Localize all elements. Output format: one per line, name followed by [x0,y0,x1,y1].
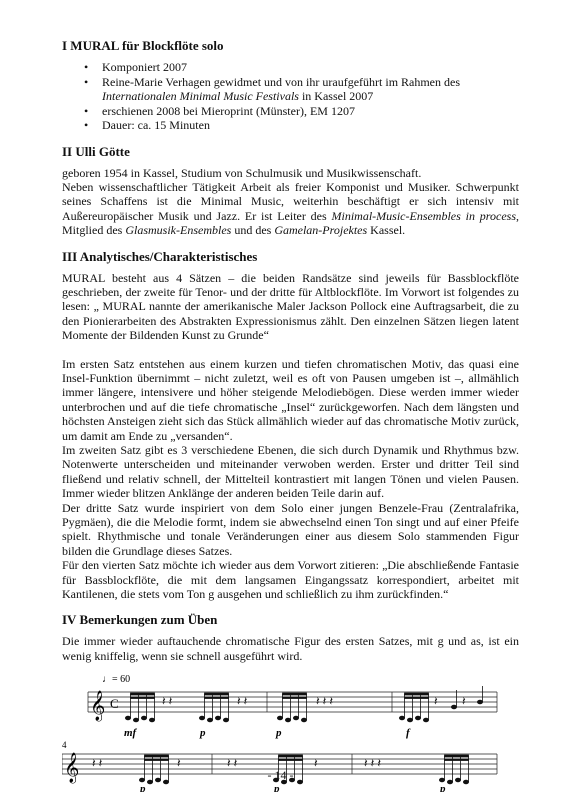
dynamic-mark: p [200,727,206,740]
dynamic-mark: p [140,783,146,793]
measure-number: 4 [62,740,67,751]
list-item: • Reine-Marie Verhagen gewidmet und von ihr uraufgeführt im Rahmen des Internationalen Minimal Music Festivals in Kassel 2007 [102,75,519,104]
svg-text:𝄽 𝄽: 𝄽 𝄽 [162,694,173,709]
section-heading: IV Bemerkungen zum Üben [62,612,218,628]
svg-text:𝄽 𝄽 𝄽: 𝄽 𝄽 𝄽 [316,694,334,709]
paragraph: MURAL besteht aus 4 Sätzen – die beiden Randsätze sind jeweils für Bassblockflöte geschrieben, der zweite für Tenor- und der dritte für Altblockflöte. Im Vorwort ist folgendes zu lesen: „ MURAL nannte der amerikanische Maler Jackson Pollock eine Auftragsarbeit, die zu den Pionierarbeiten des Abstrakten Expressionismus zählt. Den einzelnen Sätzen liegen latent Momente der Bildenden Kunst zu Grunde“ [62,270,519,343]
svg-text:𝄽: 𝄽 [314,756,318,771]
svg-text:𝄽 𝄽: 𝄽 𝄽 [237,694,248,709]
svg-text:𝄽 𝄽 𝄽: 𝄽 𝄽 𝄽 [364,756,382,771]
section-composer [62,144,519,238]
svg-text:𝄽: 𝄽 [462,694,466,709]
notes-measure-3 [399,686,482,722]
paragraph: geboren 1954 in Kassel, Studium von Schulmusik und Musikwissenschaft. [62,165,422,180]
section-practice [62,612,519,663]
svg-text:𝄽 𝄽: 𝄽 𝄽 [227,756,238,771]
section-heading: I MURAL für Blockflöte solo [62,38,224,53]
section-analysis [62,249,519,602]
paragraph: Für den vierten Satz möchte ich wieder aus dem Vorwort zitieren: „Die abschließende Fantasie für Bassblockflöte, die mit dem langsamen Eingangssatz korrespondiert, arbeitet mit Kantilenen, die stets vom Ton g ausgehen und schließlich zu ihm zurückfinden.“ [62,558,519,602]
paragraph: Die immer wieder auftauchende chromatische Figur des ersten Satzes, mit g und as, ist ein wenig kniffelig, wenn sie schnell ausgeführt wird. [62,634,519,663]
paragraph: Im ersten Satz entstehen aus einem kurzen und tiefen chromatischen Motiv, das quasi eine Insel-Funktion übernimmt – nicht zuletzt, weil es oft von Pausen umgeben ist –, allmählich immer längere, intensivere und höher steigende Melodiebögen. Diese werden immer wieder unterbrochen und auf die tiefe chromatische „Insel“ zurückgeworfen. Nach dem längsten und höchsten Ansteigen zieht sich das Stück allmählich wieder auf das chromatische Motiv zurück, um damit am Ende zu „versanden“. [62,356,519,443]
svg-text:𝄽 𝄽: 𝄽 𝄽 [92,756,103,771]
list-item: • Dauer: ca. 15 Minuten [102,118,519,133]
paragraph: Im zweiten Satz gibt es 3 verschiedene Ebenen, die sich durch Dynamik und Rhythmus bzw. Notenwerte unterscheiden und miteinander verwoben werden. Erster und dritter Teil sind fließend und relativ schnell, der Mittelteil kontrastiert mit langen Tönen und vielen Pausen. Immer wieder blitzen Anklänge der anderen beiden Teile darin auf. [62,443,519,501]
dynamic-mark: p [276,727,282,740]
list-item: • Komponiert 2007 [102,60,519,75]
fact-list [62,60,519,133]
page-number: - 14 - [267,768,294,782]
section-heading: II Ulli Götte [62,143,130,159]
svg-text:𝄽: 𝄽 [434,694,438,709]
list-item: • erschienen 2008 bei Mieroprint (Münster), EM 1207 [102,104,519,119]
notes-measure-2 [277,693,333,722]
treble-clef-icon: 𝄞 [90,691,106,721]
paragraph: Neben wissenschaftlicher Tätigkeit Arbeit als freier Komponist und Musiker. Schwerpunkt seines Schaffens ist die Minimal Music, weiterhin beschäftigt er sich intensiv mit Außereuropäischer Musik und Jazz. Er ist Leiter des Minimal-Music-Ensembles in process, Mitglied des Glasmusik-Ensembles und des Gamelan-Projektes Kassel. [62,179,519,238]
section-heading: III Analytisches/Charakteristisches [62,248,258,264]
section-mural [62,38,519,133]
paragraph: Der dritte Satz wurde inspiriert von dem Solo einer jungen Benzele-Frau (Zentralafrika, Pygmäen), die die Melodie formt, indem sie abwechselnd einen Ton singt und auf einer Pfeife spielt. Rhythmische und tonale Veränderungen einer aus diesem Solo stammenden Figur bilden die Grundlage dieses Satzes. [62,500,519,558]
dynamic-mark: p [440,783,446,793]
treble-clef-icon: 𝄞 [64,753,80,783]
dynamic-mark: p [274,783,280,793]
svg-text:𝄽: 𝄽 [177,756,181,771]
tempo-mark: ♩= 60 [102,674,131,686]
dynamic-mark: mf [124,727,137,740]
dynamic-mark: f [406,727,410,740]
time-signature: C [110,696,119,712]
